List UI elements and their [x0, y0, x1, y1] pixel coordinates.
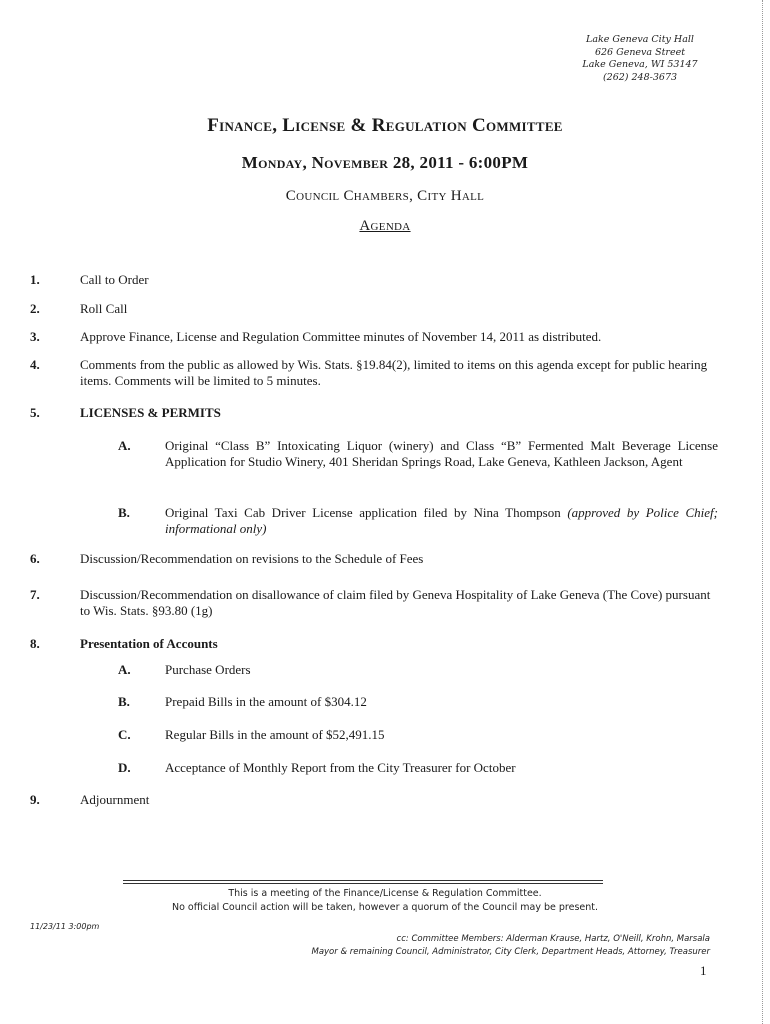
item-text: Presentation of Accounts — [80, 636, 218, 651]
footer-notice-1: This is a meeting of the Finance/License & Regulation Committee. — [228, 888, 542, 899]
sub-letter: B. — [118, 694, 130, 709]
sub-letter: D. — [118, 760, 131, 775]
item-number: 7. — [30, 587, 40, 602]
item-text: Roll Call — [80, 301, 128, 316]
sub-text: Purchase Orders — [165, 662, 251, 677]
item-number: 1. — [30, 272, 40, 287]
sub-letter: C. — [118, 727, 131, 742]
sub-letter: A. — [118, 662, 131, 677]
item-text: Discussion/Recommendation on disallowance of claim filed by Geneva Hospitality of Lake Geneva (The Cove) pursuant to Wis. Stats. §93.80 (1g) — [80, 587, 711, 618]
item-text: Approve Finance, License and Regulation Committee minutes of November 14, 2011 as distributed. — [80, 329, 602, 344]
sub-text: Prepaid Bills in the amount of $304.12 — [165, 694, 367, 709]
agenda-heading: Agenda — [359, 218, 411, 234]
item-number: 5. — [30, 405, 40, 420]
footer-rule-2 — [123, 883, 603, 884]
cc-committee-members: cc: Committee Members: Alderman Krause, Hartz, O'Neill, Krohn, Marsala — [396, 934, 710, 944]
item-number: 3. — [30, 329, 40, 344]
address-line-3: Lake Geneva, WI 53147 — [582, 59, 698, 70]
city-hall-address — [560, 34, 720, 84]
meeting-location: Council Chambers, City Hall — [285, 188, 485, 204]
sub-text: Acceptance of Monthly Report from the City Treasurer for October — [165, 760, 516, 775]
item-text: Call to Order — [80, 272, 149, 287]
footer-rule — [123, 880, 603, 881]
committee-title: Finance, License & Regulation Committee — [207, 115, 563, 136]
item-text: Adjournment — [80, 792, 150, 807]
sub-text: Regular Bills in the amount of $52,491.15 — [165, 727, 385, 742]
footer-notice-2: No official Council action will be taken, however a quorum of the Council may be present. — [171, 902, 599, 913]
item-number: 4. — [30, 357, 40, 372]
item-number: 9. — [30, 792, 40, 807]
sub-text: Original “Class B” Intoxicating Liquor (winery) and Class “B” Fermented Malt Beverage License Application for Studio Winery, 401 Sheridan Springs Road, Lake Geneva, Kathleen Jackson, Agent — [165, 438, 718, 469]
cc-distribution: Mayor & remaining Council, Administrator, City Clerk, Department Heads, Attorney, Treasurer — [311, 947, 710, 957]
page-number: 1 — [700, 963, 707, 978]
sub-note: (approved by Police Chief; informational only) — [165, 505, 718, 536]
item-text: Discussion/Recommendation on revisions to the Schedule of Fees — [80, 551, 424, 566]
posted-timestamp: 11/23/11 3:00pm — [30, 922, 100, 931]
address-line-2: 626 Geneva Street — [594, 46, 686, 58]
item-number: 6. — [30, 551, 40, 566]
address-line-1: Lake Geneva City Hall — [586, 34, 694, 45]
item-number: 2. — [30, 301, 40, 316]
meeting-date: Monday, November 28, 2011 - 6:00PM — [241, 153, 529, 172]
sub-letter: B. — [118, 505, 130, 520]
sub-letter: A. — [118, 438, 131, 453]
sub-text — [165, 505, 718, 537]
sub-main-text: Original Taxi Cab Driver License application filed by Nina Thompson — [165, 505, 568, 520]
item-number: 8. — [30, 636, 40, 651]
item-text: Comments from the public as allowed by Wis. Stats. §19.84(2), limited to items on this agenda except for public hearing items. Comments will be limited to 5 minutes. — [80, 357, 708, 388]
item-text: LICENSES & PERMITS — [80, 405, 221, 420]
address-line-4: (262) 248-3673 — [602, 71, 678, 83]
